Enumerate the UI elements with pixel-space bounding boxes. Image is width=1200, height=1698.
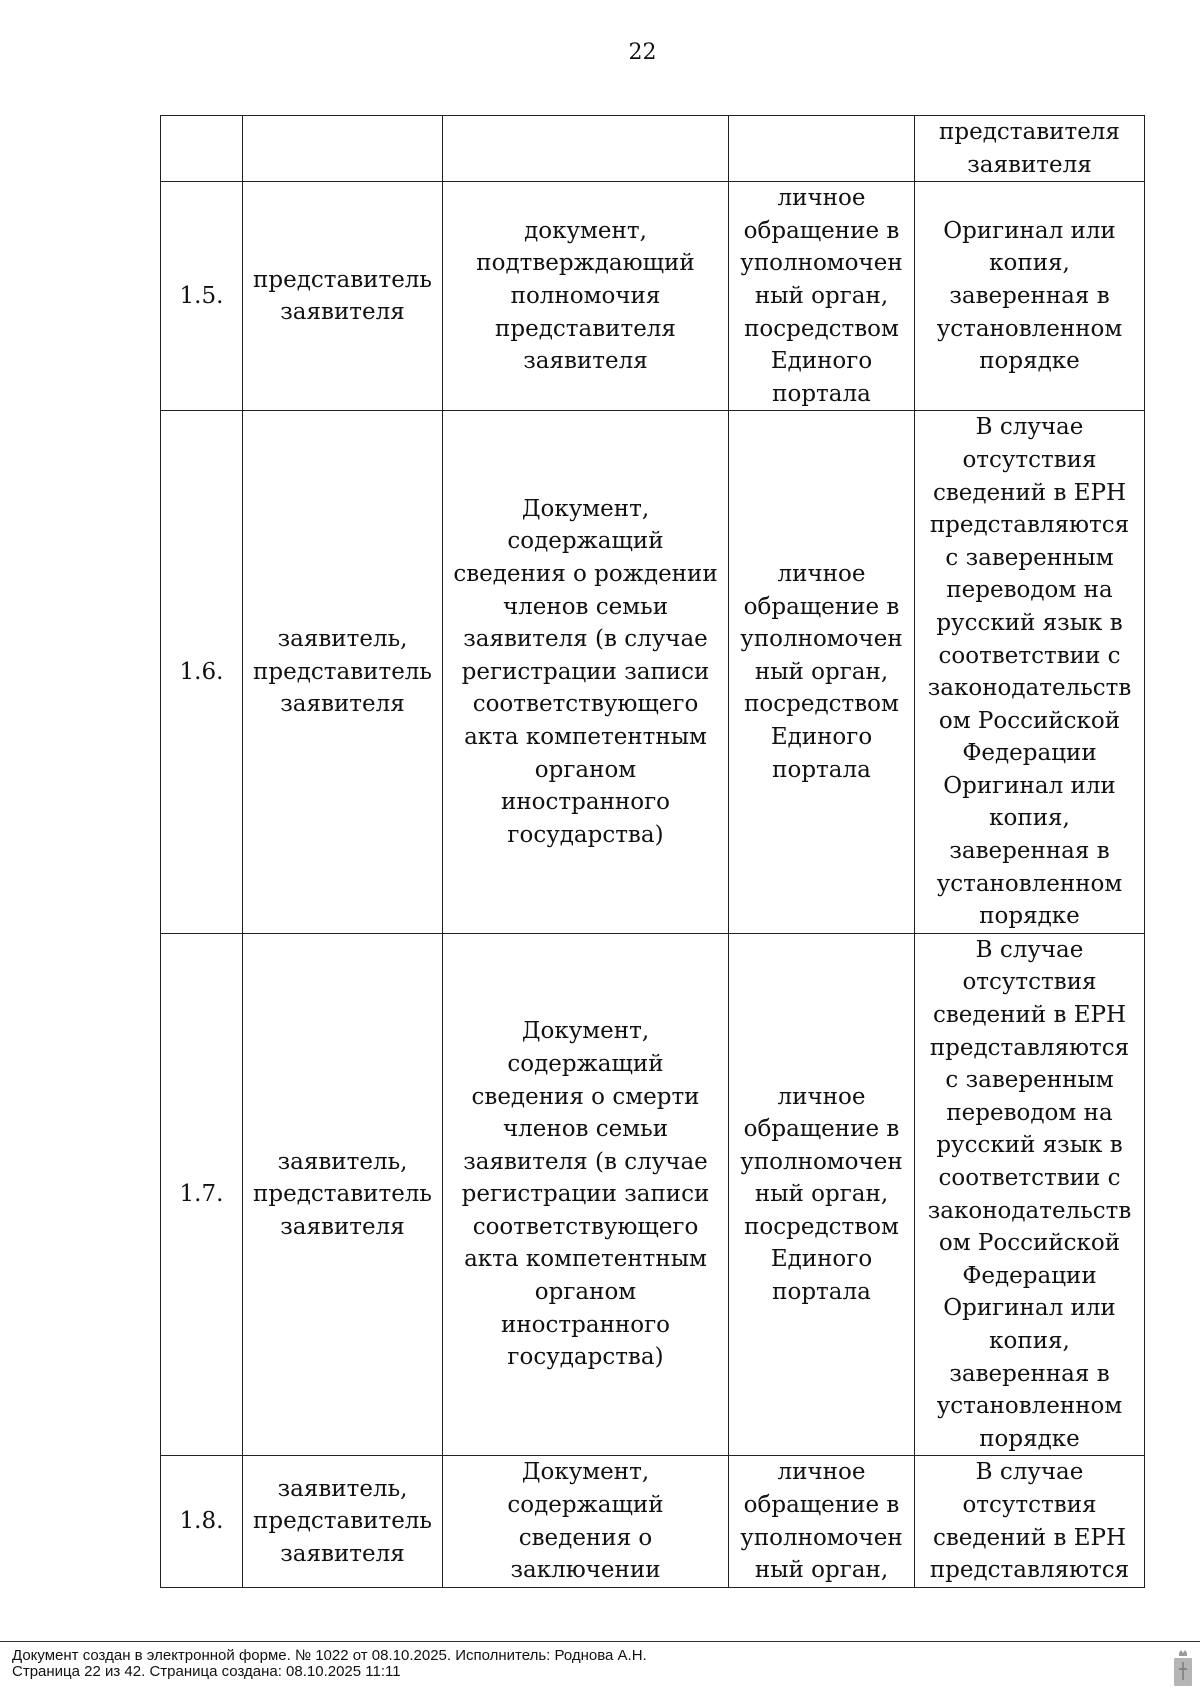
method-cell: [729, 116, 915, 182]
applicant-cell: представитель заявителя: [243, 182, 443, 411]
footer-line-2: Страница 22 из 42. Страница создана: 08.10.2025 11:11: [12, 1663, 401, 1680]
document-cell: Документ, содержащий сведения о рождении членов семьи заявителя (в случае регистрации записи соответствующего акта компетентным органом иностранного государства): [443, 411, 729, 934]
row-number-cell: [161, 116, 243, 182]
applicant-cell: заявитель, представитель заявителя: [243, 1456, 443, 1587]
document-cell: Документ, содержащий сведения о смерти членов семьи заявителя (в случае регистрации записи соответствующего акта компетентным органом иностранного государства): [443, 933, 729, 1456]
method-cell: личное обращение в уполномочен ный орган, посредством Единого портала: [729, 933, 915, 1456]
note-cell: В случае отсутствия сведений в ЕРН представляются: [915, 1456, 1145, 1587]
method-cell: личное обращение в уполномочен ный орган, посредством Единого портала: [729, 182, 915, 411]
document-cell: документ, подтверждающий полномочия представителя заявителя: [443, 182, 729, 411]
applicant-cell: [243, 116, 443, 182]
table-row: [161, 182, 1145, 411]
page-number: 22: [628, 40, 657, 65]
applicant-cell: заявитель, представитель заявителя: [243, 933, 443, 1456]
footer-divider: [0, 1641, 1200, 1642]
note-cell: В случае отсутствия сведений в ЕРН представляются с заверенным переводом на русский язык в соответствии с законодательств ом Российской Федерации Оригинал или копия, заверенная в установленном порядке: [915, 411, 1145, 934]
note-cell: представителя заявителя: [915, 116, 1145, 182]
row-number-cell: 1.7.: [161, 933, 243, 1456]
document-cell: Документ, содержащий сведения о заключении: [443, 1456, 729, 1587]
note-cell: В случае отсутствия сведений в ЕРН представляются с заверенным переводом на русский язык в соответствии с законодательств ом Российской Федерации Оригинал или копия, заверенная в установленном порядке: [915, 933, 1145, 1456]
document-footer: [12, 1648, 1152, 1680]
table-row: [161, 116, 1145, 182]
document-cell: [443, 116, 729, 182]
table-row: [161, 933, 1145, 1456]
applicant-cell: заявитель, представитель заявителя: [243, 411, 443, 934]
footer-line-1: Документ создан в электронной форме. № 1022 от 08.10.2025. Исполнитель: Роднова А.Н.: [12, 1647, 647, 1664]
row-number-cell: 1.6.: [161, 411, 243, 934]
note-cell: Оригинал или копия, заверенная в установленном порядке: [915, 182, 1145, 411]
documents-table: [160, 115, 1145, 1588]
emblem-icon: [1171, 1649, 1195, 1689]
table-row: [161, 411, 1145, 934]
method-cell: личное обращение в уполномочен ный орган, посредством Единого портала: [729, 411, 915, 934]
row-number-cell: 1.5.: [161, 182, 243, 411]
table-row: [161, 1456, 1145, 1587]
row-number-cell: 1.8.: [161, 1456, 243, 1587]
method-cell: личное обращение в уполномочен ный орган,: [729, 1456, 915, 1587]
